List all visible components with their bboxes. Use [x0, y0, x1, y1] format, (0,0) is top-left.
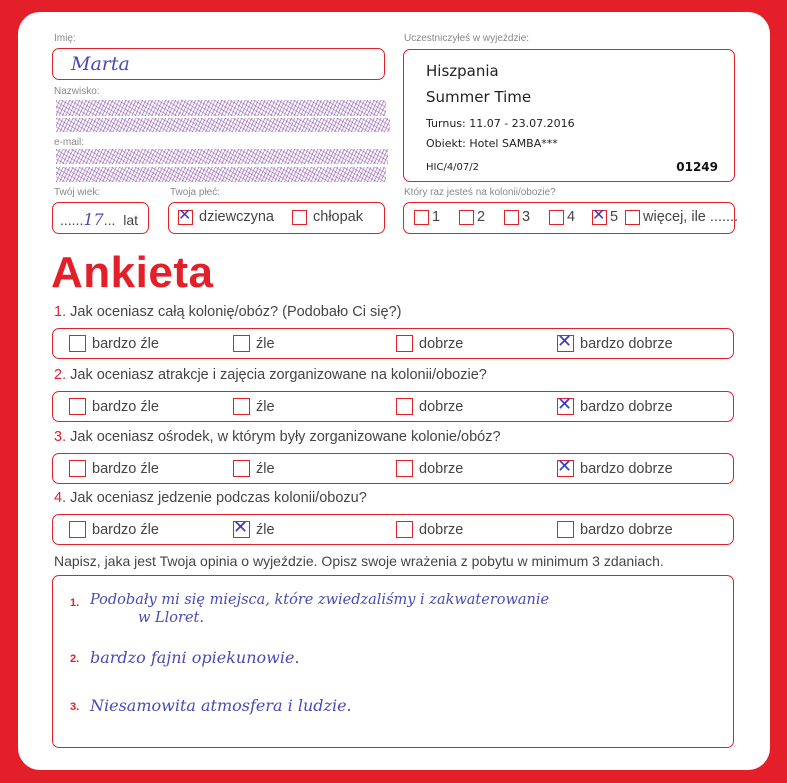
check-mark-icon: ✕: [557, 331, 573, 351]
times-checkbox[interactable]: [504, 210, 519, 225]
rating-option-label: źle: [256, 460, 275, 477]
rating-option-label: dobrze: [419, 335, 464, 352]
times-option-label: 2: [477, 209, 486, 226]
gender-label: Twoja płeć:: [170, 187, 221, 198]
answer-text-line2: w Lloret.: [138, 610, 204, 626]
answer-number: 1.: [70, 597, 80, 609]
question-1-title: [54, 304, 401, 320]
rating-option-label: bardzo dobrze: [580, 521, 673, 538]
rating-option-3[interactable]: [396, 335, 463, 352]
rating-option-3[interactable]: [396, 521, 463, 538]
rating-option-label: dobrze: [419, 398, 464, 415]
rating-checkbox[interactable]: [557, 331, 574, 352]
email-redacted: [56, 149, 388, 164]
check-mark-icon: ✕: [178, 206, 192, 224]
check-mark-icon: ✕: [233, 517, 249, 537]
rating-option-2[interactable]: [233, 398, 275, 415]
rating-checkbox[interactable]: [396, 521, 413, 538]
check-mark-icon: ✕: [592, 206, 606, 224]
question-4-options: [52, 514, 734, 545]
gender-female-option[interactable]: [178, 206, 274, 226]
times-option-4[interactable]: [549, 209, 575, 225]
page-title: Ankieta: [51, 248, 214, 297]
question-text: Jak oceniasz atrakcje i zajęcia zorganizowane na kolonii/obozie?: [70, 367, 487, 383]
rating-option-2[interactable]: [233, 517, 275, 538]
survey-card: [18, 12, 770, 770]
times-option-label: 4: [567, 209, 576, 226]
rating-option-label: bardzo źle: [92, 398, 159, 415]
times-label: Który raz jesteś na kolonii/obozie?: [404, 187, 556, 198]
surname-label: Nazwisko:: [54, 86, 100, 97]
trip-number: 01249: [676, 160, 718, 174]
question-3-title: [54, 429, 501, 445]
times-option-label: 3: [522, 209, 531, 226]
rating-option-3[interactable]: [396, 460, 463, 477]
trip-label: Uczestniczyłeś w wyjeździe:: [404, 33, 530, 44]
age-unit: lat: [123, 212, 139, 228]
rating-checkbox[interactable]: [557, 521, 574, 538]
times-option-5[interactable]: [592, 206, 619, 226]
opinion-prompt: Napisz, jaka jest Twoja opinia o wyjeździe. Opisz swoje wrażenia z pobytu w minimum 3 zdaniach.: [54, 553, 664, 569]
trip-destination: Hiszpania: [426, 62, 499, 80]
gender-female-checkbox[interactable]: [178, 206, 193, 225]
rating-option-4[interactable]: [557, 394, 673, 415]
surname-redacted-2: [56, 118, 390, 132]
times-checkbox[interactable]: [459, 210, 474, 225]
age-dots-2: ...: [103, 212, 116, 228]
question-3-options: [52, 453, 734, 484]
question-number: 2.: [54, 367, 67, 383]
question-number: 3.: [54, 429, 67, 445]
age-field[interactable]: [52, 202, 149, 234]
check-mark-icon: ✕: [557, 394, 573, 414]
rating-option-label: dobrze: [419, 521, 464, 538]
rating-option-2[interactable]: [233, 460, 275, 477]
name-label: Imię:: [54, 33, 76, 44]
question-2-title: [54, 367, 487, 383]
rating-option-label: bardzo źle: [92, 335, 159, 352]
rating-option-label: bardzo źle: [92, 460, 159, 477]
name-value: Marta: [71, 53, 130, 75]
email-redacted-2: [56, 167, 386, 182]
rating-checkbox[interactable]: [557, 394, 574, 415]
rating-option-label: bardzo dobrze: [580, 335, 673, 352]
times-option-6[interactable]: [625, 209, 738, 225]
rating-checkbox[interactable]: [233, 517, 250, 538]
answer-number: 2.: [70, 653, 80, 665]
rating-option-1[interactable]: [69, 521, 159, 538]
rating-checkbox[interactable]: [396, 335, 413, 352]
question-text: Jak oceniasz ośrodek, w którym były zorganizowane kolonie/obóz?: [70, 429, 501, 445]
rating-checkbox[interactable]: [557, 456, 574, 477]
rating-checkbox[interactable]: [396, 460, 413, 477]
trip-program: Summer Time: [426, 88, 532, 106]
rating-checkbox[interactable]: [69, 460, 86, 477]
rating-option-4[interactable]: [557, 521, 673, 538]
answer-text: bardzo fajni opiekunowie.: [90, 648, 300, 667]
surname-redacted: [56, 100, 386, 116]
times-checkbox[interactable]: [625, 210, 640, 225]
times-option-2[interactable]: [459, 209, 485, 225]
rating-checkbox[interactable]: [233, 460, 250, 477]
gender-male-checkbox[interactable]: [292, 210, 307, 225]
rating-option-label: źle: [256, 521, 275, 538]
question-2-options: [52, 391, 734, 422]
times-checkbox[interactable]: [414, 210, 429, 225]
rating-option-label: źle: [256, 335, 275, 352]
rating-checkbox[interactable]: [69, 335, 86, 352]
gender-field: [168, 202, 385, 234]
times-option-label: więcej, ile .......: [643, 209, 739, 226]
answer-number: 3.: [70, 701, 80, 713]
rating-checkbox[interactable]: [233, 398, 250, 415]
rating-checkbox[interactable]: [69, 398, 86, 415]
rating-option-4[interactable]: [557, 331, 673, 352]
rating-option-2[interactable]: [233, 335, 275, 352]
rating-option-1[interactable]: [69, 398, 159, 415]
rating-option-label: źle: [256, 398, 275, 415]
rating-option-label: bardzo dobrze: [580, 398, 673, 415]
age-dots: ......: [60, 212, 84, 228]
trip-obiekt: Obiekt: Hotel SAMBA***: [426, 137, 558, 150]
trip-turnus: Turnus: 11.07 - 23.07.2016: [426, 117, 575, 130]
times-checkbox[interactable]: [592, 206, 607, 225]
age-value: 17: [83, 210, 104, 229]
trip-info-box: [403, 49, 735, 182]
answer-text: Podobały mi się miejsca, które zwiedzaliśmy i zakwaterowanie: [90, 592, 550, 608]
rating-checkbox[interactable]: [69, 521, 86, 538]
times-field: [403, 202, 739, 234]
times-option-label: 1: [432, 209, 441, 226]
question-number: 1.: [54, 304, 67, 320]
question-number: 4.: [54, 490, 67, 506]
trip-code: HIC/4/07/2: [426, 162, 480, 173]
check-mark-icon: ✕: [557, 456, 573, 476]
question-1-options: [52, 328, 734, 359]
rating-option-1[interactable]: [69, 335, 159, 352]
rating-option-label: bardzo dobrze: [580, 460, 673, 477]
email-label: e-mail:: [54, 137, 85, 148]
rating-checkbox[interactable]: [233, 335, 250, 352]
times-option-label: 5: [610, 209, 619, 226]
question-4-title: [54, 490, 367, 506]
question-text: Jak oceniasz jedzenie podczas kolonii/obozu?: [70, 490, 367, 506]
times-option-3[interactable]: [504, 209, 530, 225]
rating-option-label: bardzo źle: [92, 521, 159, 538]
rating-option-3[interactable]: [396, 398, 463, 415]
rating-option-1[interactable]: [69, 460, 159, 477]
age-label: Twój wiek:: [54, 187, 101, 198]
question-text: Jak oceniasz całą kolonię/obóz? (Podobało Ci się?): [70, 304, 402, 320]
rating-option-4[interactable]: [557, 456, 673, 477]
name-field[interactable]: [52, 48, 385, 80]
gender-male-label: chłopak: [313, 209, 363, 226]
times-option-1[interactable]: [414, 209, 440, 225]
times-checkbox[interactable]: [549, 210, 564, 225]
rating-option-label: dobrze: [419, 460, 464, 477]
rating-checkbox[interactable]: [396, 398, 413, 415]
gender-male-option[interactable]: [292, 209, 363, 225]
answer-text: Niesamowita atmosfera i ludzie.: [90, 696, 352, 715]
gender-female-label: dziewczyna: [199, 209, 274, 226]
